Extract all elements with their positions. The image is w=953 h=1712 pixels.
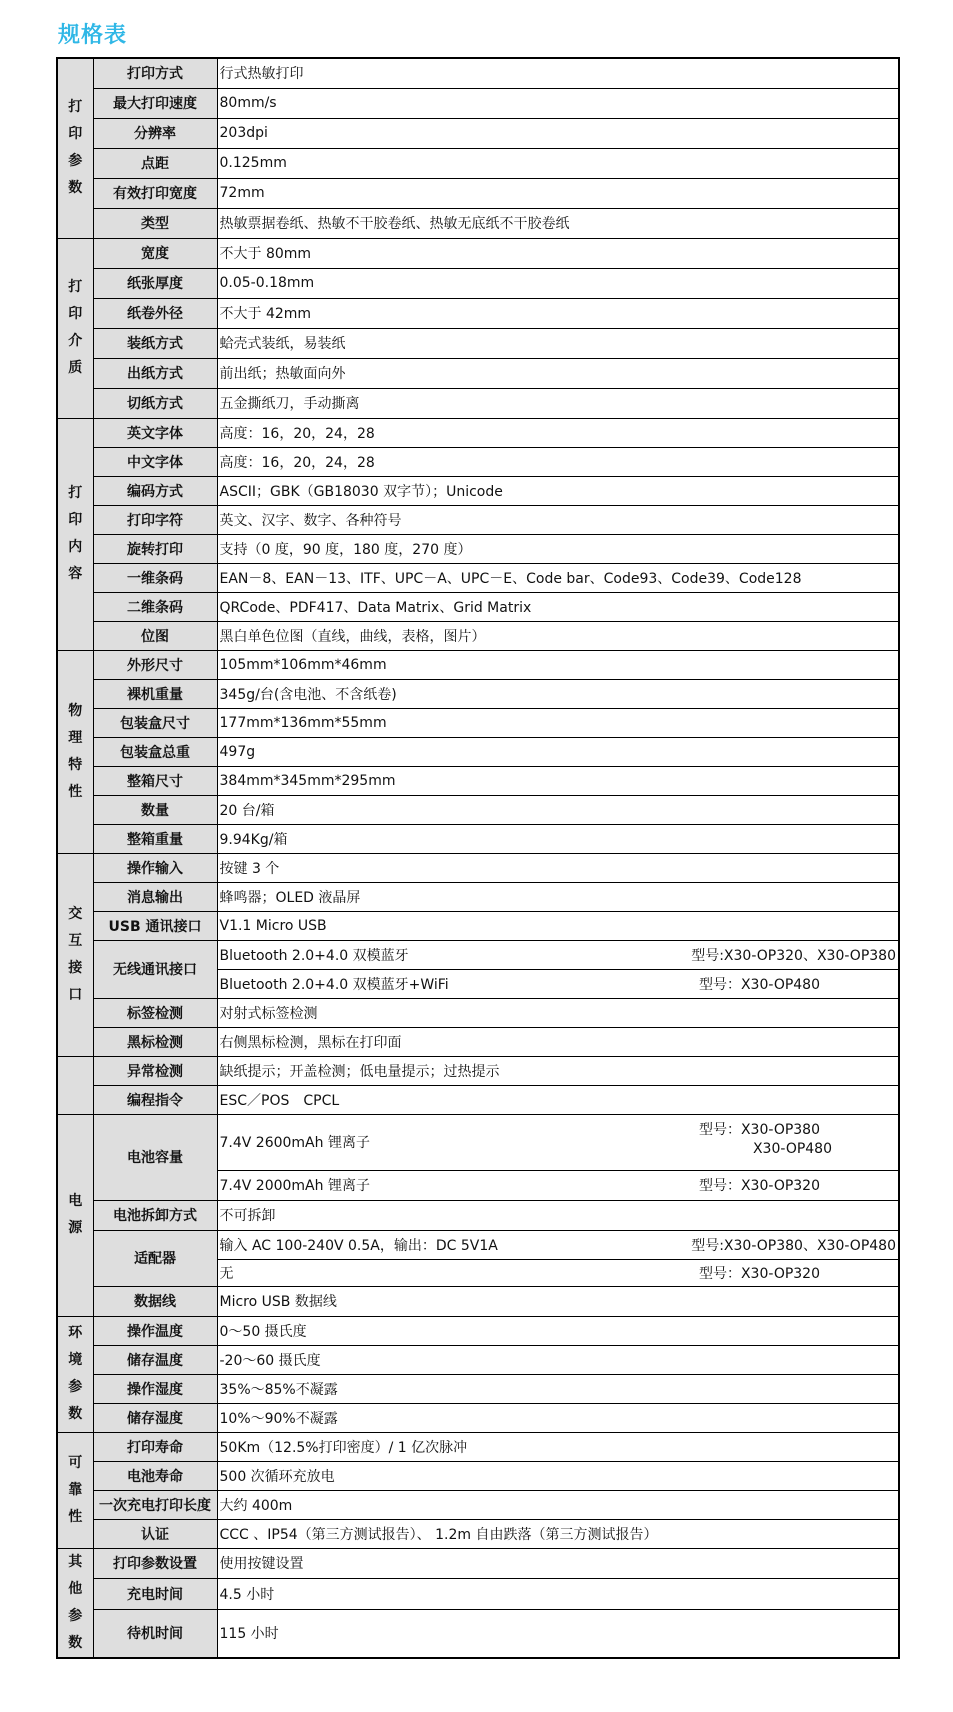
spec-value-cell [217, 418, 899, 447]
spec-value-cell [217, 969, 899, 998]
spec-value: 不可拆卸 [219, 1208, 276, 1224]
spec-value: 50Km（12.5%打印密度）/ 1 亿次脉冲 [219, 1439, 468, 1456]
category-cell [57, 58, 93, 238]
spec-value-cell [217, 1345, 899, 1374]
spec-value: 支持（0 度，90 度，180 度，270 度） [219, 541, 472, 558]
spec-row [57, 358, 899, 388]
model-note: 型号:X30-OP320、X30-OP380 [691, 947, 896, 964]
spec-row [57, 298, 899, 328]
spec-value: 0.05-0.18mm [219, 275, 315, 291]
category-label: 打印介质 [68, 279, 83, 376]
spec-label: 一维条码 [93, 563, 217, 592]
spec-label: 打印字符 [93, 505, 217, 534]
spec-value-cell [217, 1170, 899, 1200]
spec-row [57, 1114, 899, 1170]
spec-value-cell [217, 1259, 899, 1286]
spec-label: USB 通讯接口 [93, 911, 217, 940]
spec-value: V1.1 Micro USB [219, 917, 327, 934]
spec-label: 电池寿命 [93, 1461, 217, 1490]
spec-row [57, 708, 899, 737]
spec-value-cell [217, 118, 899, 148]
spec-value: 10%～90%不凝露 [219, 1410, 338, 1427]
category-cell [57, 1548, 93, 1658]
spec-label: 数据线 [93, 1286, 217, 1316]
spec-label: 充电时间 [93, 1579, 217, 1610]
category-label: 其他参数 [68, 1553, 83, 1651]
category-label: 环境参数 [68, 1325, 83, 1422]
spec-label: 切纸方式 [93, 388, 217, 418]
spec-row [57, 208, 899, 238]
spec-value: Bluetooth 2.0+4.0 双模蓝牙+WiFi [219, 976, 449, 993]
spec-value: 105mm*106mm*46mm [219, 656, 387, 673]
spec-value: 使用按键设置 [219, 1556, 304, 1573]
spec-value-cell [217, 1519, 899, 1548]
spec-row [57, 88, 899, 118]
category-label: 打印内容 [68, 485, 83, 582]
spec-row [57, 824, 899, 853]
spec-value: EAN－8、EAN－13、ITF、UPC－A、UPC－E、Code bar、Code93、Code39、Code128 [219, 570, 802, 587]
spec-label: 电池拆卸方式 [93, 1200, 217, 1230]
spec-row [57, 1374, 899, 1403]
spec-value-cell [217, 88, 899, 118]
category-label: 电源 [68, 1193, 83, 1236]
spec-value: 蜂鸣器；OLED 液晶屏 [219, 889, 361, 906]
spec-row [57, 998, 899, 1027]
spec-value-cell [217, 911, 899, 940]
category-label: 可靠性 [68, 1454, 83, 1525]
category-cell [57, 1316, 93, 1432]
spec-row [57, 1085, 899, 1114]
spec-value: 不大于 42mm [219, 306, 312, 322]
spec-value: 203dpi [219, 125, 268, 141]
spec-row [57, 795, 899, 824]
spec-value-cell [217, 795, 899, 824]
spec-row [57, 911, 899, 940]
spec-value: QRCode、PDF417、Data Matrix、Grid Matrix [219, 599, 532, 616]
spec-value-cell [217, 534, 899, 563]
spec-value: 0～50 摄氏度 [219, 1323, 307, 1340]
spec-row [57, 1403, 899, 1432]
spec-row [57, 476, 899, 505]
spec-row [57, 1230, 899, 1259]
spec-value-cell [217, 621, 899, 650]
spec-label: 最大打印速度 [93, 88, 217, 118]
spec-row [57, 592, 899, 621]
spec-value-cell [217, 1200, 899, 1230]
spec-value: ESC／POS CPCL [219, 1092, 340, 1109]
spec-label: 适配器 [93, 1230, 217, 1286]
spec-value-cell [217, 447, 899, 476]
spec-value: 500 次循环充放电 [219, 1468, 335, 1485]
spec-label: 分辨率 [93, 118, 217, 148]
spec-value: 五金撕纸刀，手动撕离 [219, 396, 360, 412]
spec-label: 无线通讯接口 [93, 940, 217, 998]
spec-label: 纸卷外径 [93, 298, 217, 328]
spec-value: CCC 、IP54（第三方测试报告）、 1.2m 自由跌落（第三方测试报告） [219, 1526, 658, 1543]
spec-value-cell [217, 328, 899, 358]
spec-label: 操作温度 [93, 1316, 217, 1345]
spec-label: 类型 [93, 208, 217, 238]
spec-row [57, 178, 899, 208]
spec-label: 编程指令 [93, 1085, 217, 1114]
spec-value-cell [217, 1316, 899, 1345]
spec-row [57, 328, 899, 358]
spec-value: 384mm*345mm*295mm [219, 772, 396, 789]
spec-row [57, 1609, 899, 1657]
model-note-secondary: X30-OP480 [752, 1140, 832, 1157]
spec-value: 行式热敏打印 [219, 66, 304, 83]
spec-row [57, 238, 899, 268]
spec-row [57, 563, 899, 592]
model-note: 型号：X30-OP320 [698, 1178, 820, 1194]
spec-row [57, 621, 899, 650]
spec-label: 整箱尺寸 [93, 766, 217, 795]
category-label: 交互接口 [68, 905, 83, 1003]
spec-label: 操作输入 [93, 853, 217, 882]
spec-label: 操作湿度 [93, 1374, 217, 1403]
spec-label: 储存湿度 [93, 1403, 217, 1432]
spec-row [57, 1461, 899, 1490]
spec-value-cell [217, 1286, 899, 1316]
spec-label: 出纸方式 [93, 358, 217, 388]
spec-row [57, 1432, 899, 1461]
spec-row [57, 940, 899, 969]
spec-value: 蛤壳式装纸，易装纸 [219, 336, 346, 352]
spec-row [57, 1056, 899, 1085]
spec-label: 中文字体 [93, 447, 217, 476]
spec-value: 497g [219, 743, 256, 760]
spec-value: 20 台/箱 [219, 802, 275, 819]
spec-value: 黑白单色位图（直线，曲线，表格，图片） [219, 628, 486, 645]
model-note: 型号：X30-OP480 [698, 976, 820, 993]
spec-label: 数量 [93, 795, 217, 824]
spec-value: 前出纸；热敏面向外 [219, 366, 346, 382]
spec-label: 包装盒总重 [93, 737, 217, 766]
spec-value: 345g/台(含电池、不含纸卷) [219, 686, 397, 703]
page-title: 规格表 [58, 23, 128, 48]
spec-row [57, 766, 899, 795]
spec-value-cell [217, 650, 899, 679]
spec-label: 黑标检测 [93, 1027, 217, 1056]
spec-row [57, 268, 899, 298]
spec-row [57, 1548, 899, 1579]
spec-value: ASCII；GBK（GB18030 双字节）；Unicode [219, 483, 503, 500]
category-label: 物理特性 [68, 702, 83, 800]
spec-label: 宽度 [93, 238, 217, 268]
spec-row [57, 1519, 899, 1548]
spec-label: 认证 [93, 1519, 217, 1548]
spec-value: 9.94Kg/箱 [219, 831, 288, 848]
category-label: 打印参数 [68, 99, 83, 197]
category-cell [57, 1056, 93, 1114]
spec-value: 高度：16，20，24，28 [219, 454, 375, 471]
spec-value-cell [217, 208, 899, 238]
spec-label: 纸张厚度 [93, 268, 217, 298]
spec-value: 缺纸提示；开盖检测；低电量提示；过热提示 [219, 1063, 500, 1080]
spec-value: 4.5 小时 [219, 1586, 275, 1603]
category-cell [57, 853, 93, 1056]
spec-value: 对射式标签检测 [219, 1005, 318, 1022]
spec-row [57, 505, 899, 534]
spec-label: 位图 [93, 621, 217, 650]
category-cell [57, 238, 93, 418]
spec-row [57, 148, 899, 178]
spec-label: 裸机重量 [93, 679, 217, 708]
spec-row [57, 118, 899, 148]
spec-value: 大约 400m [219, 1497, 293, 1514]
model-note: 型号：X30-OP380 [698, 1121, 820, 1138]
spec-label: 整箱重量 [93, 824, 217, 853]
spec-row [57, 853, 899, 882]
spec-value: 7.4V 2000mAh 锂离子 [219, 1178, 370, 1194]
category-cell [57, 1432, 93, 1548]
spec-value: 177mm*136mm*55mm [219, 714, 387, 731]
spec-label: 打印方式 [93, 58, 217, 88]
spec-value-cell [217, 1403, 899, 1432]
spec-value-cell [217, 998, 899, 1027]
spec-label: 打印寿命 [93, 1432, 217, 1461]
spec-value: 115 小时 [219, 1626, 279, 1643]
spec-row [57, 1316, 899, 1345]
spec-label: 编码方式 [93, 476, 217, 505]
spec-value-cell [217, 476, 899, 505]
spec-label: 储存温度 [93, 1345, 217, 1374]
spec-table-body [57, 58, 899, 1658]
model-note: 型号：X30-OP320 [698, 1265, 820, 1282]
spec-value-cell [217, 592, 899, 621]
spec-label: 外形尺寸 [93, 650, 217, 679]
spec-label: 点距 [93, 148, 217, 178]
spec-row [57, 1345, 899, 1374]
spec-value-cell [217, 268, 899, 298]
spec-value-cell [217, 679, 899, 708]
spec-value-cell [217, 563, 899, 592]
spec-value-cell [217, 1114, 899, 1170]
spec-value: 高度：16，20，24，28 [219, 425, 375, 442]
spec-value-cell [217, 766, 899, 795]
spec-row [57, 1579, 899, 1610]
spec-label: 打印参数设置 [93, 1548, 217, 1579]
spec-value: 右侧黑标检测，黑标在打印面 [219, 1034, 402, 1051]
spec-row [57, 679, 899, 708]
spec-label: 消息输出 [93, 882, 217, 911]
spec-table [56, 57, 900, 1659]
spec-row [57, 447, 899, 476]
spec-row [57, 1490, 899, 1519]
spec-label: 包装盒尺寸 [93, 708, 217, 737]
spec-value: 按键 3 个 [219, 860, 280, 877]
spec-label: 电池容量 [93, 1114, 217, 1200]
spec-value-cell [217, 1490, 899, 1519]
spec-value: 80mm/s [219, 95, 277, 111]
spec-row [57, 882, 899, 911]
spec-value: Micro USB 数据线 [219, 1294, 337, 1310]
category-cell [57, 1114, 93, 1316]
spec-value: -20～60 摄氏度 [219, 1352, 321, 1369]
spec-value-cell [217, 505, 899, 534]
spec-value: 7.4V 2600mAh 锂离子 [219, 1135, 370, 1151]
spec-row [57, 650, 899, 679]
spec-label: 有效打印宽度 [93, 178, 217, 208]
spec-value: 英文、汉字、数字、各种符号 [219, 512, 402, 529]
spec-value-cell [217, 853, 899, 882]
spec-value: 无 [219, 1265, 234, 1282]
spec-value-cell [217, 1579, 899, 1610]
spec-value-cell [217, 824, 899, 853]
spec-value-cell [217, 178, 899, 208]
spec-row [57, 388, 899, 418]
spec-label: 异常检测 [93, 1056, 217, 1085]
spec-value-cell [217, 358, 899, 388]
spec-label: 待机时间 [93, 1609, 217, 1657]
spec-value-cell [217, 388, 899, 418]
spec-row [57, 418, 899, 447]
spec-value-cell [217, 238, 899, 268]
spec-value-cell [217, 1461, 899, 1490]
spec-row [57, 534, 899, 563]
spec-value-cell [217, 298, 899, 328]
spec-value: 72mm [219, 185, 265, 201]
spec-value-cell [217, 1230, 899, 1259]
spec-label: 英文字体 [93, 418, 217, 447]
category-cell [57, 650, 93, 853]
spec-label: 二维条码 [93, 592, 217, 621]
spec-value-cell [217, 58, 899, 88]
model-note: 型号:X30-OP380、X30-OP480 [691, 1237, 896, 1254]
spec-value-cell [217, 1374, 899, 1403]
spec-value-cell [217, 1056, 899, 1085]
spec-value-cell [217, 737, 899, 766]
spec-label: 装纸方式 [93, 328, 217, 358]
spec-row [57, 1286, 899, 1316]
spec-value: 35%～85%不凝露 [219, 1381, 338, 1398]
spec-value-cell [217, 1609, 899, 1657]
category-cell [57, 418, 93, 650]
spec-row [57, 58, 899, 88]
spec-value-cell [217, 708, 899, 737]
spec-value-cell [217, 1432, 899, 1461]
spec-value-cell [217, 1085, 899, 1114]
spec-value-cell [217, 1548, 899, 1579]
spec-value: 不大于 80mm [219, 246, 312, 262]
spec-value: Bluetooth 2.0+4.0 双模蓝牙 [219, 947, 409, 964]
spec-label: 标签检测 [93, 998, 217, 1027]
spec-label: 旋转打印 [93, 534, 217, 563]
spec-value-cell [217, 148, 899, 178]
spec-label: 一次充电打印长度 [93, 1490, 217, 1519]
spec-value: 0.125mm [219, 155, 287, 171]
spec-row [57, 1027, 899, 1056]
spec-value: 输入 AC 100-240V 0.5A，输出：DC 5V1A [219, 1237, 498, 1254]
spec-row [57, 1200, 899, 1230]
spec-row [57, 737, 899, 766]
spec-value-cell [217, 882, 899, 911]
spec-value-cell [217, 940, 899, 969]
spec-value: 热敏票据卷纸、热敏不干胶卷纸、热敏无底纸不干胶卷纸 [219, 216, 570, 232]
spec-value-cell [217, 1027, 899, 1056]
